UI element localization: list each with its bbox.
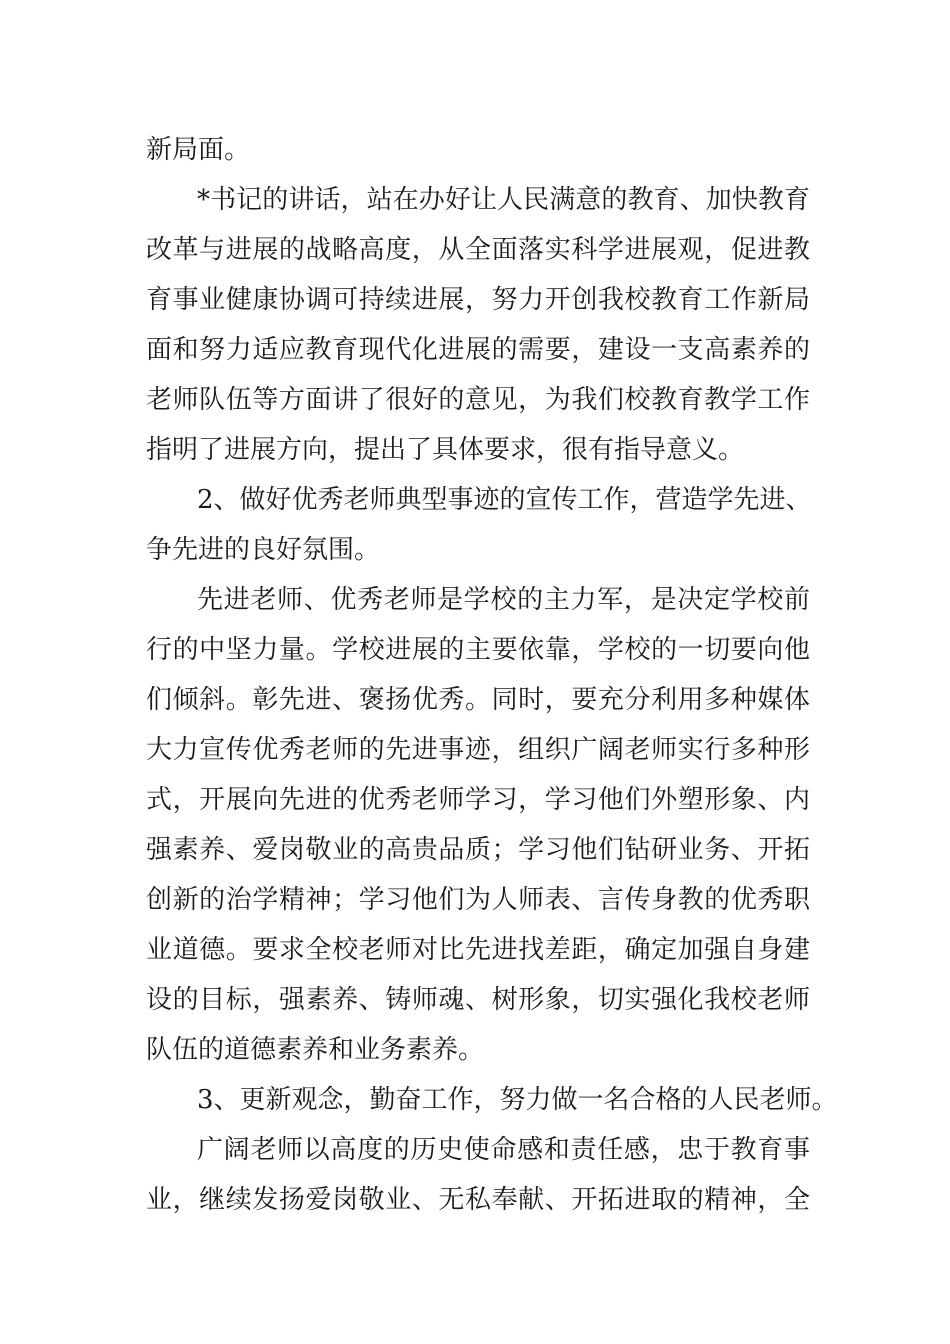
text-line: 广阔老师以高度的历史使命感和责任感，忠于教育事	[197, 1135, 810, 1165]
text-line: 育事业健康协调可持续进展，努力开创我校教育工作新局	[146, 285, 810, 315]
text-line: 先进老师、优秀老师是学校的主力军，是决定学校前	[197, 585, 810, 615]
text-line: 业道德。要求全校老师对比先进找差距，确定加强自身建	[146, 935, 810, 965]
text-line: 们倾斜。彰先进、褒扬优秀。同时，要充分利用多种媒体	[146, 685, 810, 715]
text-line: 式，开展向先进的优秀老师学习，学习他们外塑形象、内	[146, 785, 810, 815]
text-line: 2、做好优秀老师典型事迹的宣传工作，营造学先进、	[197, 485, 812, 515]
text-line: 强素养、爱岗敬业的高贵品质；学习他们钻研业务、开拓	[146, 835, 810, 865]
text-line: 大力宣传优秀老师的先进事迹，组织广阔老师实行多种形	[146, 735, 810, 765]
text-line: 改革与进展的战略高度，从全面落实科学进展观，促进教	[146, 235, 810, 265]
text-line: 新局面。	[146, 135, 251, 165]
text-line: 面和努力适应教育现代化进展的需要，建设一支高素养的	[146, 335, 810, 365]
text-line: 行的中坚力量。学校进展的主要依靠，学校的一切要向他	[146, 635, 810, 665]
text-line: 3、更新观念，勤奋工作，努力做一名合格的人民老师。	[197, 1085, 838, 1115]
text-line: 创新的治学精神；学习他们为人师表、言传身教的优秀职	[146, 885, 810, 915]
text-line: 指明了进展方向，提出了具体要求，很有指导意义。	[146, 435, 745, 465]
text-line: 设的目标，强素养、铸师魂、树形象，切实强化我校老师	[146, 985, 810, 1015]
text-line: 队伍的道德素养和业务素养。	[146, 1035, 485, 1065]
text-line: 争先进的良好氛围。	[146, 535, 381, 565]
text-line: 业，继续发扬爱岗敬业、无私奉献、开拓进取的精神，全	[146, 1185, 810, 1215]
text-line: *书记的讲话，站在办好让人民满意的教育、加快教育	[197, 185, 810, 215]
text-line: 老师队伍等方面讲了很好的意见，为我们校教育教学工作	[146, 385, 810, 415]
